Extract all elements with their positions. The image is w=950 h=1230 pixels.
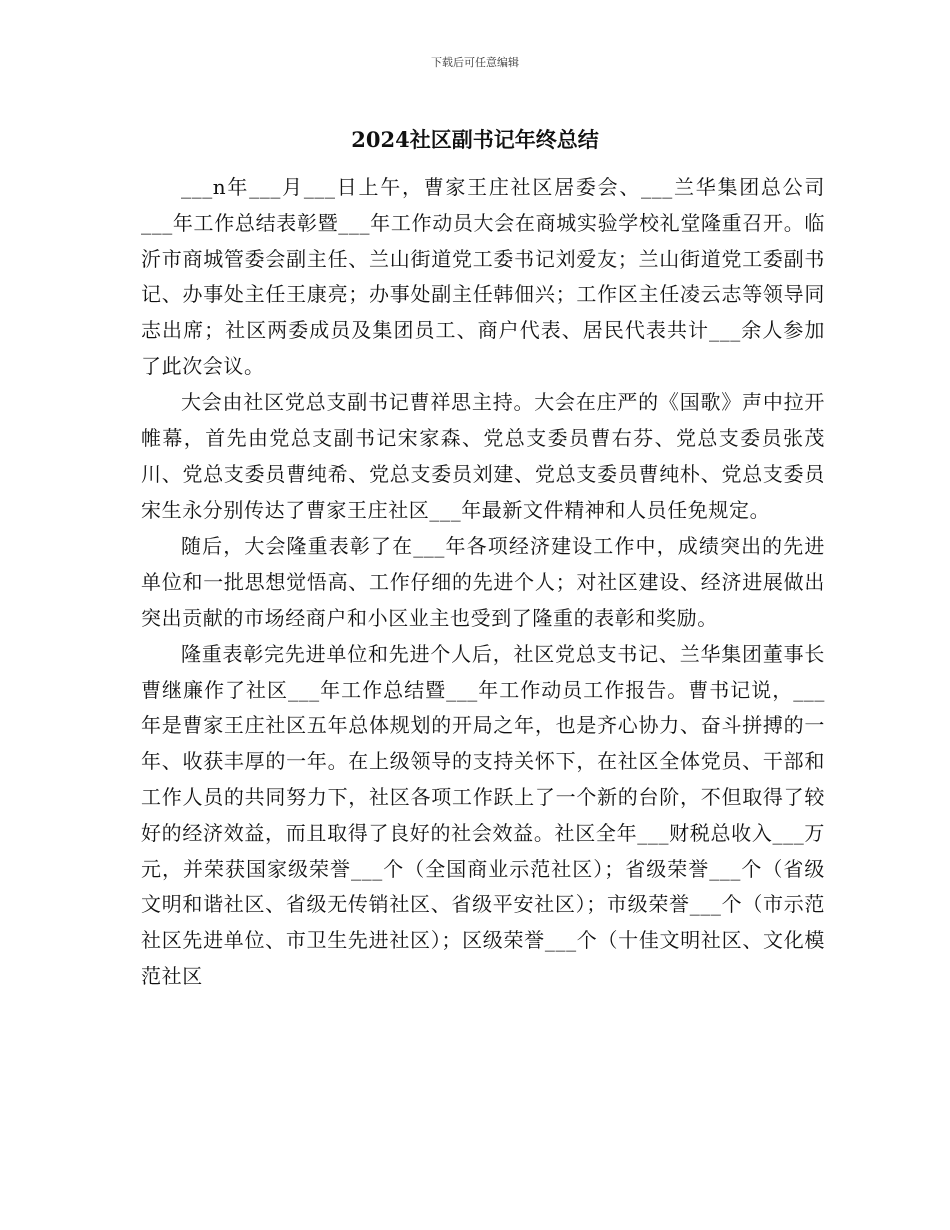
header-note: 下载后可任意编辑 [431,56,519,69]
paragraph-2: 大会由社区党总支副书记曹祥思主持。大会在庄严的《国歌》声中拉开帷幕，首先由党总支副书记宋家森、党总支委员曹右芬、党总支委员张茂川、党总支委员曹纯希、党总支委员刘建、党总支委员曹纯朴、党总支委员宋生永分别传达了曹家王庄社区___年最新文件精神和人员任免规定。 [141,390,825,522]
document-title: 2024社区副书记年终总结 [351,127,599,152]
paragraph-4: 隆重表彰完先进单位和先进个人后，社区党总支书记、兰华集团董事长曹继廉作了社区___年工作总结暨___年工作动员工作报告。曹书记说，___年是曹家王庄社区五年总体规划的开局之年，也是齐心协力、奋斗拼搏的一年、收获丰厚的一年。在上级领导的支持关怀下，在社区全体党员、干部和工作人员的共同努力下，社区各项工作跃上了一个新的台阶，不但取得了较好的经济效益，而且取得了良好的社会效益。社区全年___财税总收入___万元，并荣获国家级荣誉___个（全国商业示范社区）；省级荣誉___个（省级文明和谐社区、省级无传销社区、省级平安社区）；市级荣誉___个（市示范社区先进单位、市卫生先进社区）；区级荣誉___个（十佳文明社区、文化模范社区 [141,641,825,989]
document-body [141,170,825,995]
paragraph-1: ___n年___月___日上午，曹家王庄社区居委会、___兰华集团总公司___年工作总结表彰暨___年工作动员大会在商城实验学校礼堂隆重召开。临沂市商城管委会副主任、兰山街道党工委书记刘爱友；兰山街道党工委副书记、办事处主任王康亮；办事处副主任韩佃兴；工作区主任凌云志等领导同志出席；社区两委成员及集团员工、商户代表、居民代表共计___余人参加了此次会议。 [141,175,825,378]
paragraph-3: 随后，大会隆重表彰了在___年各项经济建设工作中，成绩突出的先进单位和一批思想觉悟高、工作仔细的先进个人；对社区建设、经济进展做出突出贡献的市场经商户和小区业主也受到了隆重的表彰和奖励。 [141,533,825,630]
